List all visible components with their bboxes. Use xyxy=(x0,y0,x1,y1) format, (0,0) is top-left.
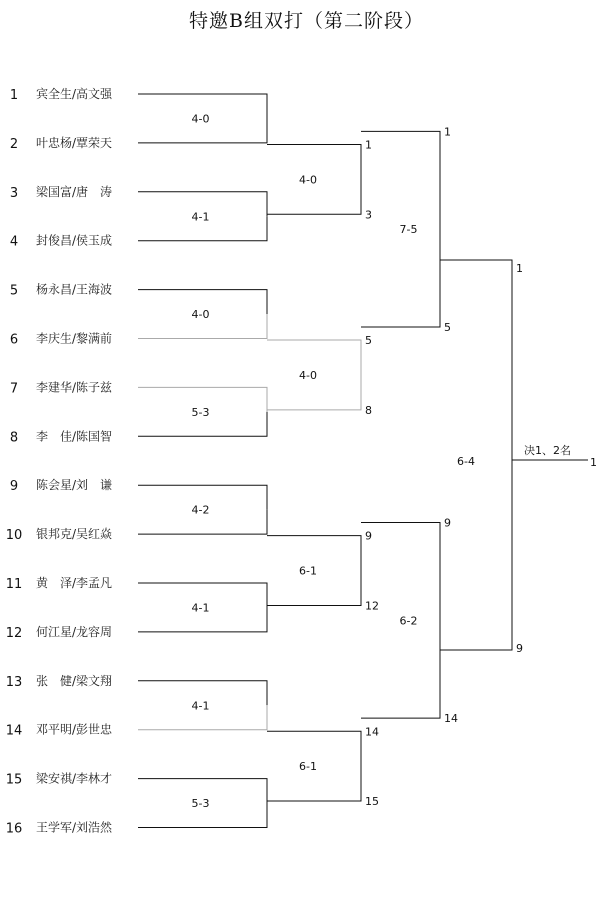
advancer-seed: 1 xyxy=(516,262,523,275)
advancer-seed: 9 xyxy=(365,529,372,543)
player-name: 银邦克/吴红焱 xyxy=(36,527,113,542)
advancer-seed: 8 xyxy=(365,403,372,417)
player-name: 何江星/龙容周 xyxy=(36,624,113,639)
player-name: 李建华/陈子兹 xyxy=(36,380,113,395)
advancer-seed: 14 xyxy=(365,725,379,739)
match-score: 4-0 xyxy=(191,112,210,126)
advancer-seed: 5 xyxy=(365,334,372,348)
advancer-seed: 12 xyxy=(365,599,379,613)
player-name: 梁安祺/李林才 xyxy=(36,771,113,786)
player-name: 李 佳/陈国智 xyxy=(36,429,113,444)
player-name: 李庆生/黎满前 xyxy=(36,331,113,346)
player-seed: 8 xyxy=(9,430,19,446)
match-score: 4-0 xyxy=(191,308,210,322)
player-seed: 14 xyxy=(5,723,23,739)
player-name: 杨永昌/王海波 xyxy=(36,282,113,297)
player-name: 王学军/刘浩然 xyxy=(36,820,113,835)
match-score: 5-3 xyxy=(191,797,210,811)
player-seed: 4 xyxy=(9,234,19,250)
player-name: 陈会星/刘 谦 xyxy=(36,478,113,493)
player-seed: 10 xyxy=(5,528,23,544)
match-score: 6-1 xyxy=(299,760,317,774)
advancer-seed: 1 xyxy=(365,138,372,152)
match-score: 4-0 xyxy=(299,368,317,382)
advancer-seed: 5 xyxy=(444,320,451,334)
match-score: 6-4 xyxy=(457,455,475,468)
match-score: 7-5 xyxy=(399,223,418,237)
player-seed: 2 xyxy=(9,136,19,152)
player-name: 宾全生/高文强 xyxy=(36,87,113,101)
match-score: 4-2 xyxy=(191,503,210,517)
advancer-seed: 14 xyxy=(444,712,458,726)
advancer-seed: 3 xyxy=(365,208,372,222)
match-score: 4-1 xyxy=(191,699,210,713)
advancer-seed: 9 xyxy=(444,516,451,530)
advancer-seed: 1 xyxy=(444,125,451,139)
player-seed: 5 xyxy=(9,283,19,299)
player-seed: 1 xyxy=(9,88,19,103)
player-seed: 9 xyxy=(9,479,19,495)
player-name: 梁国富/唐 涛 xyxy=(36,184,113,199)
player-name: 黄 泽/李孟凡 xyxy=(36,576,113,590)
player-seed: 12 xyxy=(5,625,23,641)
player-seed: 6 xyxy=(9,332,19,348)
player-seed: 16 xyxy=(5,821,23,837)
player-name: 叶忠杨/覃荣天 xyxy=(36,135,113,150)
bracket-line-final xyxy=(440,260,512,650)
final-label: 决1、2名 xyxy=(524,444,571,457)
match-score: 6-2 xyxy=(399,614,418,628)
player-name: 张 健/梁文翔 xyxy=(36,673,113,688)
player-seed: 13 xyxy=(5,674,23,690)
player-name: 封俊昌/侯玉成 xyxy=(36,233,113,248)
match-score: 4-1 xyxy=(191,601,210,615)
page-title: 特邀B组双打（第二阶段） xyxy=(189,10,424,32)
player-name: 邓平明/彭世忠 xyxy=(36,722,113,737)
match-score: 4-1 xyxy=(191,210,210,224)
advancer-seed: 9 xyxy=(516,642,523,655)
player-seed: 15 xyxy=(5,772,23,788)
match-score: 5-3 xyxy=(191,405,210,419)
match-score: 6-1 xyxy=(299,564,317,578)
champion-seed: 1 xyxy=(590,456,597,469)
advancer-seed: 15 xyxy=(365,795,379,809)
player-seed: 3 xyxy=(9,185,19,201)
player-seed: 11 xyxy=(5,577,23,592)
match-score: 4-0 xyxy=(299,173,317,187)
player-seed: 7 xyxy=(9,381,19,397)
